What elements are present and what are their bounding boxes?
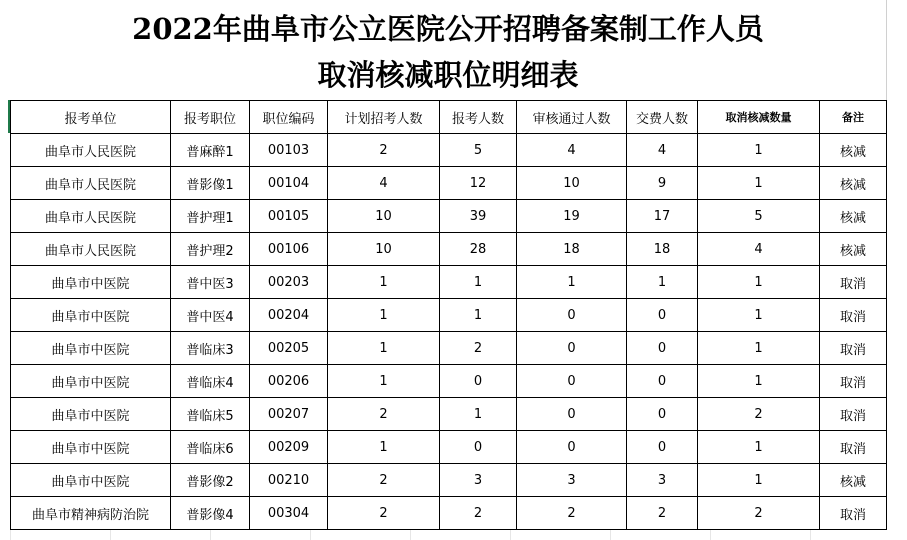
header-planned-count[interactable]: 计划招考人数 xyxy=(328,101,440,134)
cell-paid-count[interactable]: 9 xyxy=(627,167,698,200)
cell-remarks[interactable]: 核减 xyxy=(820,134,887,167)
cell-paid-count[interactable]: 0 xyxy=(627,431,698,464)
table-row xyxy=(11,299,887,332)
cell-position-code[interactable]: 00105 xyxy=(250,200,328,233)
cell-applicant-count[interactable]: 2 xyxy=(440,332,517,365)
cell-unit[interactable]: 曲阜市中医院 xyxy=(11,398,171,431)
header-approved-count[interactable]: 审核通过人数 xyxy=(517,101,627,134)
cell-remarks[interactable]: 取消 xyxy=(820,365,887,398)
cell-paid-count[interactable]: 18 xyxy=(627,233,698,266)
cell-approved-count[interactable]: 0 xyxy=(517,398,627,431)
cell-planned-count[interactable]: 2 xyxy=(328,134,440,167)
page-subtitle: 取消核减职位明细表 xyxy=(317,58,579,92)
cell-position-code[interactable]: 00106 xyxy=(250,233,328,266)
cell-position[interactable]: 普中医3 xyxy=(171,266,250,299)
cell-position[interactable]: 普中医4 xyxy=(171,299,250,332)
cell-remarks[interactable]: 取消 xyxy=(820,299,887,332)
cell-paid-count[interactable]: 3 xyxy=(627,464,698,497)
cell-planned-count[interactable]: 1 xyxy=(328,365,440,398)
cell-paid-count[interactable]: 0 xyxy=(627,299,698,332)
header-unit[interactable]: 报考单位 xyxy=(11,101,171,134)
cell-position[interactable]: 普影像1 xyxy=(171,167,250,200)
cell-approved-count[interactable]: 0 xyxy=(517,431,627,464)
cell-approved-count[interactable]: 0 xyxy=(517,299,627,332)
cell-position-code[interactable]: 00104 xyxy=(250,167,328,200)
header-reduction-count[interactable]: 取消核减数量 xyxy=(698,101,820,134)
cell-applicant-count[interactable]: 39 xyxy=(440,200,517,233)
header-remarks[interactable]: 备注 xyxy=(820,101,887,134)
cell-remarks[interactable]: 取消 xyxy=(820,431,887,464)
cell-applicant-count[interactable]: 28 xyxy=(440,233,517,266)
cell-approved-count[interactable]: 3 xyxy=(517,464,627,497)
cell-planned-count[interactable]: 1 xyxy=(328,266,440,299)
cell-position-code[interactable]: 00210 xyxy=(250,464,328,497)
cell-applicant-count[interactable]: 0 xyxy=(440,431,517,464)
cell-position[interactable]: 普临床3 xyxy=(171,332,250,365)
cell-unit[interactable]: 曲阜市中医院 xyxy=(11,266,171,299)
cell-reduction-count[interactable]: 1 xyxy=(698,464,820,497)
cell-unit[interactable]: 曲阜市人民医院 xyxy=(11,167,171,200)
cell-approved-count[interactable]: 10 xyxy=(517,167,627,200)
cell-unit[interactable]: 曲阜市人民医院 xyxy=(11,134,171,167)
cell-position[interactable]: 普影像2 xyxy=(171,464,250,497)
cell-approved-count[interactable]: 0 xyxy=(517,332,627,365)
cell-position-code[interactable]: 00207 xyxy=(250,398,328,431)
cell-unit[interactable]: 曲阜市中医院 xyxy=(11,464,171,497)
table-row xyxy=(11,464,887,497)
cell-planned-count[interactable]: 2 xyxy=(328,464,440,497)
cell-position-code[interactable]: 00209 xyxy=(250,431,328,464)
cell-position[interactable]: 普护理1 xyxy=(171,200,250,233)
table-row xyxy=(11,365,887,398)
cell-reduction-count[interactable]: 1 xyxy=(698,332,820,365)
cell-reduction-count[interactable]: 1 xyxy=(698,365,820,398)
cell-reduction-count[interactable]: 1 xyxy=(698,134,820,167)
cell-paid-count[interactable]: 1 xyxy=(627,266,698,299)
cell-approved-count[interactable]: 19 xyxy=(517,200,627,233)
table-row xyxy=(11,266,887,299)
cell-reduction-count[interactable]: 2 xyxy=(698,398,820,431)
cell-unit[interactable]: 曲阜市精神病防治院 xyxy=(11,497,171,530)
cell-approved-count[interactable]: 2 xyxy=(517,497,627,530)
table-row xyxy=(11,431,887,464)
table-row xyxy=(11,233,887,266)
cell-applicant-count[interactable]: 2 xyxy=(440,497,517,530)
page-title: 2022年曲阜市公立医院公开招聘备案制工作人员 xyxy=(132,12,764,46)
table-row xyxy=(11,134,887,167)
cell-applicant-count[interactable]: 5 xyxy=(440,134,517,167)
cell-planned-count[interactable]: 10 xyxy=(328,233,440,266)
cell-applicant-count[interactable]: 1 xyxy=(440,266,517,299)
data-table xyxy=(10,100,887,530)
cell-unit[interactable]: 曲阜市中医院 xyxy=(11,299,171,332)
cell-reduction-count[interactable]: 1 xyxy=(698,167,820,200)
cell-planned-count[interactable]: 2 xyxy=(328,398,440,431)
cell-reduction-count[interactable]: 2 xyxy=(698,497,820,530)
cell-position[interactable]: 普护理2 xyxy=(171,233,250,266)
cell-reduction-count[interactable]: 5 xyxy=(698,200,820,233)
cell-position-code[interactable]: 00206 xyxy=(250,365,328,398)
table-body xyxy=(11,134,887,530)
cell-planned-count[interactable]: 1 xyxy=(328,332,440,365)
cell-reduction-count[interactable]: 1 xyxy=(698,299,820,332)
cell-position-code[interactable]: 00205 xyxy=(250,332,328,365)
cell-position[interactable]: 普麻醉1 xyxy=(171,134,250,167)
cell-position[interactable]: 普临床5 xyxy=(171,398,250,431)
cell-remarks[interactable]: 取消 xyxy=(820,398,887,431)
cell-reduction-count[interactable]: 1 xyxy=(698,431,820,464)
table-row xyxy=(11,167,887,200)
cell-unit[interactable]: 曲阜市中医院 xyxy=(11,431,171,464)
table-row xyxy=(11,332,887,365)
cell-unit[interactable]: 曲阜市人民医院 xyxy=(11,200,171,233)
header-position-code[interactable]: 职位编码 xyxy=(250,101,328,134)
cell-remarks[interactable]: 取消 xyxy=(820,266,887,299)
cell-remarks[interactable]: 核减 xyxy=(820,233,887,266)
header-paid-count[interactable]: 交费人数 xyxy=(627,101,698,134)
cell-planned-count[interactable]: 1 xyxy=(328,299,440,332)
table-row xyxy=(11,398,887,431)
cell-paid-count[interactable]: 0 xyxy=(627,332,698,365)
cell-unit[interactable]: 曲阜市人民医院 xyxy=(11,233,171,266)
table-header-row xyxy=(11,101,887,134)
cell-planned-count[interactable]: 1 xyxy=(328,431,440,464)
cell-unit[interactable]: 曲阜市中医院 xyxy=(11,332,171,365)
cell-reduction-count[interactable]: 4 xyxy=(698,233,820,266)
cell-applicant-count[interactable]: 12 xyxy=(440,167,517,200)
cell-position[interactable]: 普临床6 xyxy=(171,431,250,464)
cell-position-code[interactable]: 00304 xyxy=(250,497,328,530)
cell-applicant-count[interactable]: 1 xyxy=(440,299,517,332)
cell-remarks[interactable]: 核减 xyxy=(820,200,887,233)
cell-planned-count[interactable]: 2 xyxy=(328,497,440,530)
cell-applicant-count[interactable]: 1 xyxy=(440,398,517,431)
cell-approved-count[interactable]: 18 xyxy=(517,233,627,266)
cell-approved-count[interactable]: 0 xyxy=(517,365,627,398)
cell-unit[interactable]: 曲阜市中医院 xyxy=(11,365,171,398)
cell-paid-count[interactable]: 0 xyxy=(627,398,698,431)
cell-position[interactable]: 普影像4 xyxy=(171,497,250,530)
cell-paid-count[interactable]: 0 xyxy=(627,365,698,398)
cell-position[interactable]: 普临床4 xyxy=(171,365,250,398)
cell-paid-count[interactable]: 17 xyxy=(627,200,698,233)
header-position[interactable]: 报考职位 xyxy=(171,101,250,134)
cell-approved-count[interactable]: 1 xyxy=(517,266,627,299)
cell-applicant-count[interactable]: 0 xyxy=(440,365,517,398)
cell-paid-count[interactable]: 4 xyxy=(627,134,698,167)
table-row xyxy=(11,200,887,233)
cell-paid-count[interactable]: 2 xyxy=(627,497,698,530)
cell-remarks[interactable]: 取消 xyxy=(820,332,887,365)
cell-position-code[interactable]: 00204 xyxy=(250,299,328,332)
cell-approved-count[interactable]: 4 xyxy=(517,134,627,167)
cell-reduction-count[interactable]: 1 xyxy=(698,266,820,299)
cell-position-code[interactable]: 00103 xyxy=(250,134,328,167)
table-row xyxy=(11,497,887,530)
cell-planned-count[interactable]: 10 xyxy=(328,200,440,233)
cell-applicant-count[interactable]: 3 xyxy=(440,464,517,497)
cell-remarks[interactable]: 核减 xyxy=(820,167,887,200)
title-cell[interactable] xyxy=(10,0,887,100)
cell-remarks[interactable]: 取消 xyxy=(820,497,887,530)
cell-remarks[interactable]: 核减 xyxy=(820,464,887,497)
header-applicant-count[interactable]: 报考人数 xyxy=(440,101,517,134)
cell-planned-count[interactable]: 4 xyxy=(328,167,440,200)
cell-position-code[interactable]: 00203 xyxy=(250,266,328,299)
